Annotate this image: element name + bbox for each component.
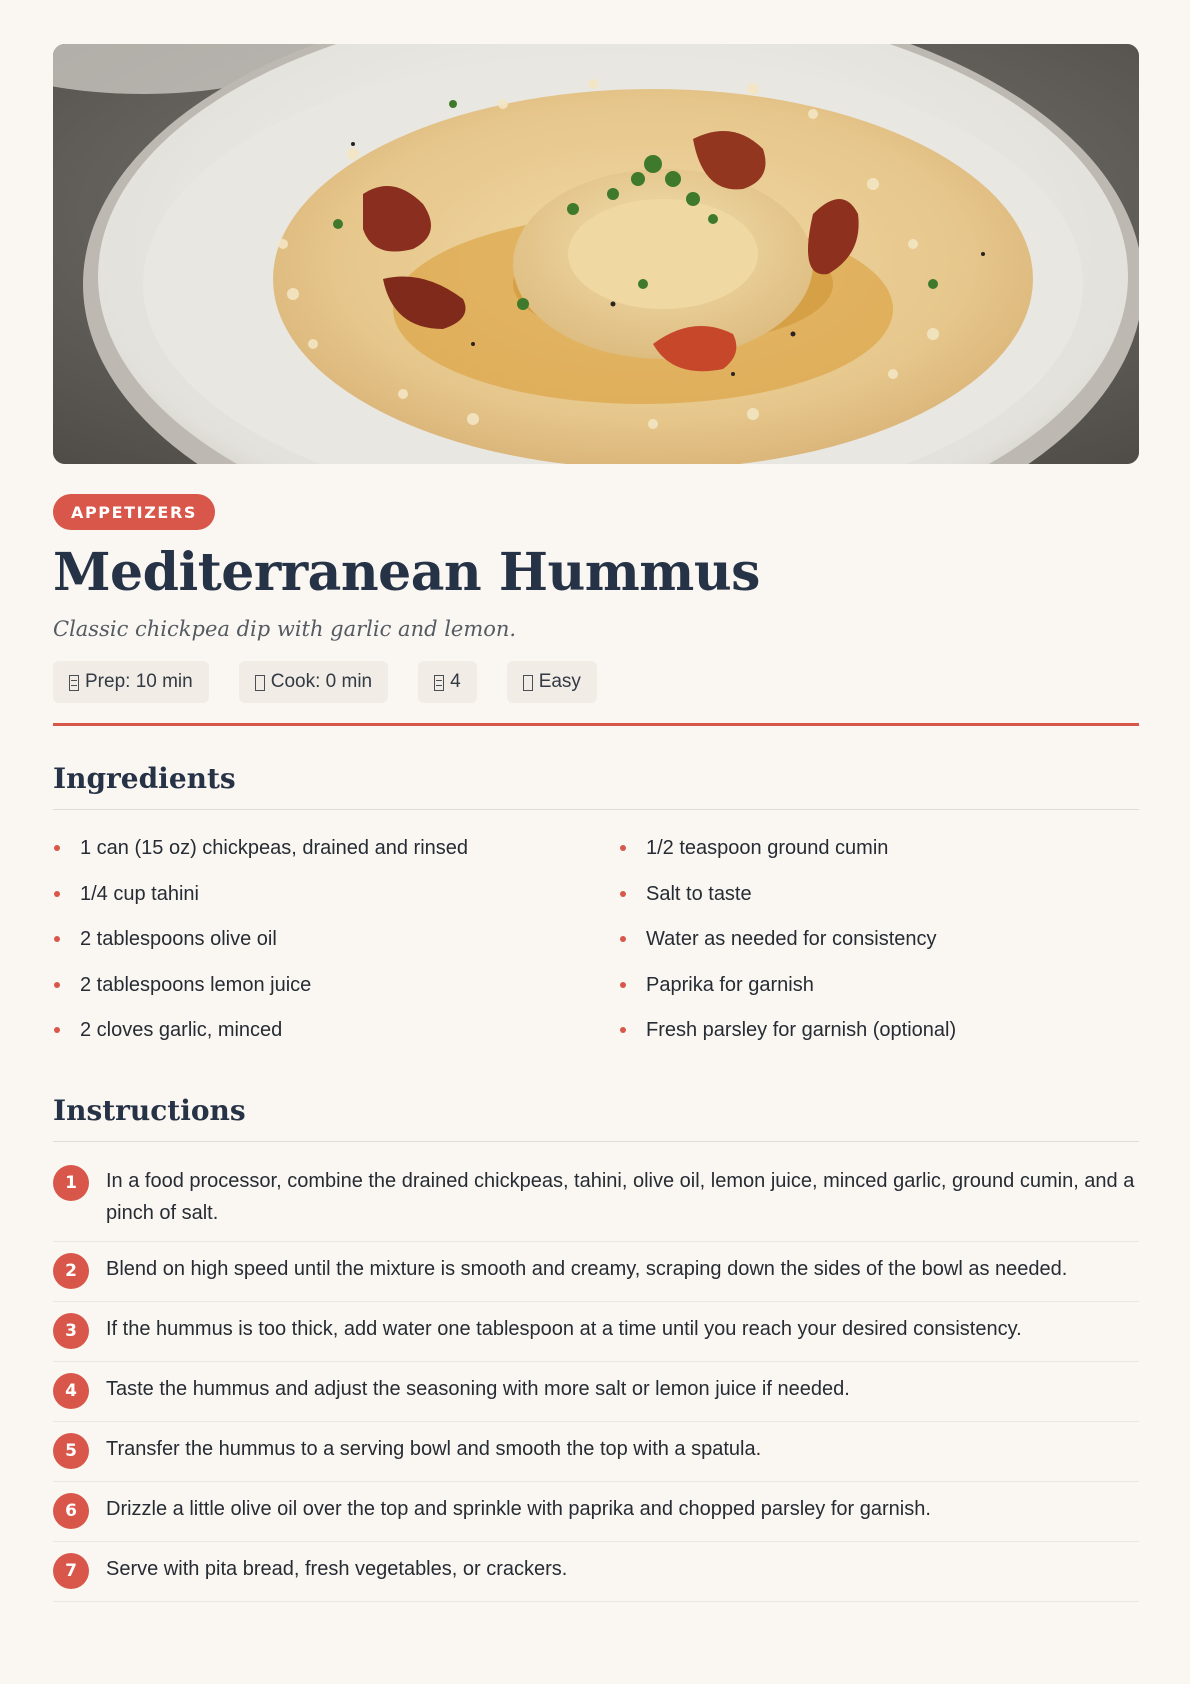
servings-chip <box>418 661 477 703</box>
bullet-icon <box>54 1027 60 1033</box>
recipe-subtitle: Classic chickpea dip with garlic and lemon. <box>53 617 517 642</box>
hero-image <box>53 44 1139 464</box>
recipe-page <box>53 44 1139 1602</box>
step-text: Drizzle a little olive oil over the top and sprinkle with paprika and chopped parsley for garnish. <box>106 1497 931 1520</box>
bullet-icon <box>620 845 626 851</box>
instruction-step <box>53 1242 1139 1302</box>
hummus-bowl-illustration <box>53 44 1139 464</box>
step-text: Transfer the hummus to a serving bowl and smooth the top with a spatula. <box>106 1437 762 1460</box>
step-number-badge: 3 <box>53 1313 89 1349</box>
bullet-icon <box>620 891 626 897</box>
bullet-icon <box>620 1027 626 1033</box>
servings-icon <box>434 675 444 691</box>
category-badge[interactable]: APPETIZERS <box>53 494 215 530</box>
step-text: In a food processor, combine the drained chickpeas, tahini, olive oil, lemon juice, minced garlic, ground cumin, and a pinch of salt. <box>106 1169 1135 1224</box>
step-number-badge: 7 <box>53 1553 89 1589</box>
servings: 4 <box>450 671 461 693</box>
instruction-step <box>53 1542 1139 1602</box>
step-number-badge: 1 <box>53 1165 89 1201</box>
step-number-badge: 2 <box>53 1253 89 1289</box>
prep-time-chip <box>53 661 209 703</box>
step-number-badge: 6 <box>53 1493 89 1529</box>
instruction-step <box>53 1154 1139 1242</box>
ingredient-item <box>619 874 1139 920</box>
ingredient-text: Paprika for garnish <box>646 973 814 996</box>
ingredient-item <box>53 828 619 874</box>
ingredient-text: 1 can (15 oz) chickpeas, drained and rinsed <box>80 837 469 860</box>
cook-time: Cook: 0 min <box>270 671 373 693</box>
header-divider <box>53 723 1139 726</box>
prep-time: Prep: 10 min <box>85 671 193 693</box>
ingredient-text: Salt to taste <box>646 882 752 905</box>
difficulty-chip <box>507 661 597 703</box>
ingredients-column-right <box>619 828 1139 1056</box>
ingredient-text: 2 cloves garlic, minced <box>80 1019 283 1042</box>
ingredient-item <box>53 1010 619 1056</box>
step-number-badge: 5 <box>53 1433 89 1469</box>
bullet-icon <box>54 845 60 851</box>
ingredient-item <box>53 919 619 965</box>
ingredient-item <box>619 828 1139 874</box>
recipe-meta <box>53 661 1139 703</box>
difficulty: Easy <box>538 671 581 693</box>
instruction-step <box>53 1482 1139 1542</box>
ingredient-text: 2 tablespoons lemon juice <box>80 973 312 996</box>
ingredients-list <box>53 828 1139 1056</box>
bullet-icon <box>54 936 60 942</box>
ingredient-item <box>619 965 1139 1011</box>
ingredient-item <box>53 965 619 1011</box>
ingredient-item <box>619 919 1139 965</box>
ingredient-text: Water as needed for consistency <box>646 928 937 951</box>
ingredient-item <box>619 1010 1139 1056</box>
bullet-icon <box>620 936 626 942</box>
ingredient-text: 1/4 cup tahini <box>80 882 199 905</box>
recipe-title: Mediterranean Hummus <box>53 542 760 603</box>
ingredient-text: Fresh parsley for garnish (optional) <box>646 1019 957 1042</box>
step-number-badge: 4 <box>53 1373 89 1409</box>
ingredients-heading: Ingredients <box>53 762 1139 810</box>
difficulty-icon <box>523 675 533 691</box>
ingredient-text: 1/2 teaspoon ground cumin <box>646 837 889 860</box>
fire-icon <box>255 675 265 691</box>
ingredients-column-left <box>53 828 619 1056</box>
bullet-icon <box>620 982 626 988</box>
instructions-list <box>53 1154 1139 1602</box>
ingredient-item <box>53 874 619 920</box>
instructions-heading: Instructions <box>53 1094 1139 1142</box>
cook-time-chip <box>239 661 388 703</box>
bullet-icon <box>54 891 60 897</box>
clock-icon <box>69 675 79 691</box>
instruction-step <box>53 1362 1139 1422</box>
step-text: Blend on high speed until the mixture is smooth and creamy, scraping down the sides of the bowl as needed. <box>106 1257 1068 1280</box>
instruction-step <box>53 1422 1139 1482</box>
ingredient-text: 2 tablespoons olive oil <box>80 928 277 951</box>
bullet-icon <box>54 982 60 988</box>
instruction-step <box>53 1302 1139 1362</box>
step-text: If the hummus is too thick, add water one tablespoon at a time until you reach your desired consistency. <box>106 1317 1022 1340</box>
step-text: Taste the hummus and adjust the seasoning with more salt or lemon juice if needed. <box>106 1377 850 1400</box>
step-text: Serve with pita bread, fresh vegetables, or crackers. <box>106 1557 568 1580</box>
